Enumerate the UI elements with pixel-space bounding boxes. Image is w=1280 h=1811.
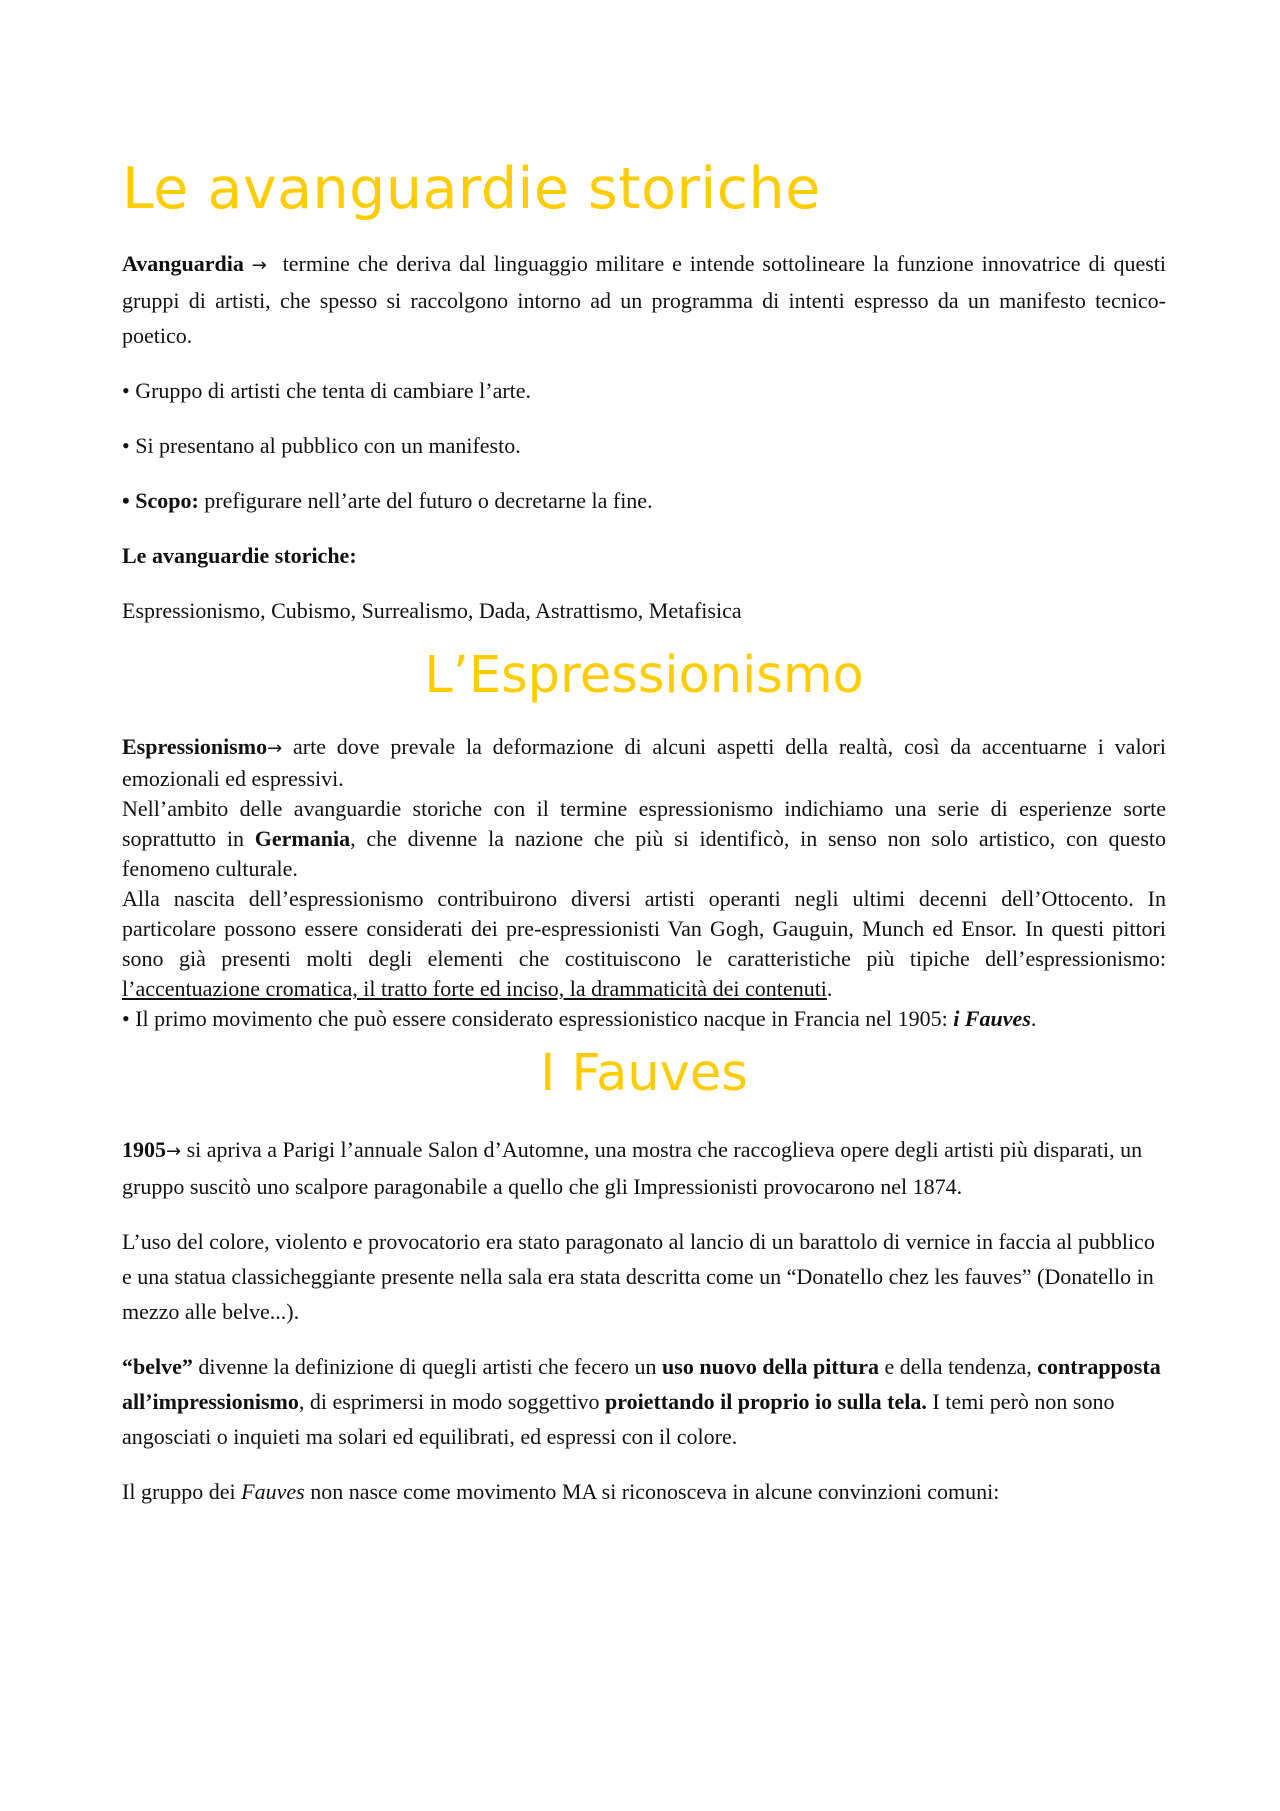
heading-fauves: I Fauves (540, 1044, 748, 1103)
term-espressionismo: Espressionismo (122, 734, 268, 759)
text-span: non nasce come movimento MA si riconosceva in alcune convinzioni comuni: (304, 1479, 1000, 1504)
fauves-paragraph-4 (122, 1474, 1166, 1509)
espressionismo-definition: arte dove prevale la deformazione di alcuni aspetti della realtà, così da accentuarne i valori emozionali ed espressivi. (122, 734, 1166, 791)
text-span: Il gruppo dei (122, 1479, 242, 1504)
text-span: • Il primo movimento che può essere considerato espressionistico nacque in Francia nel 1905: (122, 1006, 954, 1031)
text-span: Nell’ambito delle avanguardie storiche con il termine espressionismo indichiamo una serie di esperienze sorte soprattutto in (122, 796, 1166, 851)
bold-span: proiettando il proprio io sulla tela. (604, 1389, 927, 1414)
fauves-paragraph-2: L’uso del colore, violento e provocatorio era stato paragonato al lancio di un barattolo di vernice in faccia al pubblico e una statua classicheggiante presente nella sala era stata descritta come un “Donatello chez les fauves” (Donatello in mezzo alle belve...). (122, 1229, 1155, 1324)
heading-espressionismo: L’Espressionismo (424, 646, 864, 705)
intro-paragraph (122, 246, 1166, 353)
bold-span: “belve” (122, 1354, 193, 1379)
text-span: . (1030, 1006, 1037, 1031)
text-span: . (826, 976, 833, 1001)
text-span: , che divenne la nazione che più si identificò, in senso non solo artistico, con questo fenomeno culturale. (122, 826, 1166, 881)
text-span: e della tendenza, (879, 1354, 1038, 1379)
espressionismo-paragraph-2 (122, 794, 1166, 884)
underlined-characteristics: l’accentuazione cromatica, il tratto forte ed inciso, la drammaticità dei contenuti (122, 976, 827, 1001)
espressionismo-paragraph-3 (122, 884, 1166, 1004)
text-span: Alla nascita dell’espressionismo contribuirono diversi artisti operanti negli ultimi decenni dell’Ottocento. In particolare possono essere considerati dei pre-espressionisti Van Gogh, Gauguin, Munch ed Ensor. In questi pittori sono già presenti molti degli elementi che costituiscono le caratteristiche più tipiche dell’espressionismo: (122, 886, 1166, 971)
text-span: , di esprimersi in modo soggettivo (298, 1389, 605, 1414)
bold-span: contrapposta all’impressionismo (122, 1354, 1161, 1414)
bullet-1: • Gruppo di artisti che tenta di cambiare l’arte. (122, 378, 532, 403)
espressionismo-paragraph-1 (122, 732, 1166, 794)
page-title: Le avanguardie storiche (122, 156, 821, 222)
espressionismo-paragraph-4 (122, 1004, 1166, 1034)
year-1905: 1905 (122, 1137, 166, 1162)
term-avanguardia: Avanguardia (122, 251, 244, 276)
avanguardie-list: Espressionismo, Cubismo, Surrealismo, Dada, Astrattismo, Metafisica (122, 598, 742, 623)
bullet-2: • Si presentano al pubblico con un manifesto. (122, 433, 521, 458)
term-fauves: i Fauves (953, 1006, 1031, 1031)
term-germania: Germania (254, 826, 351, 851)
fauves-paragraph-3 (122, 1349, 1166, 1454)
bullet-3-label: • Scopo: (122, 488, 199, 513)
intro-definition: termine che deriva dal linguaggio militare e intende sottolineare la funzione innovatrice di questi gruppi di artisti, che spesso si raccolgono intorno ad un programma di intenti espresso da un manifesto tecnico-poetico. (122, 251, 1167, 348)
arrow-icon: → (166, 1141, 182, 1162)
text-span: I temi però non sono angosciati o inquieti ma solari ed equilibrati, ed espressi con il colore. (122, 1389, 1115, 1449)
bullet-3 (122, 483, 1166, 518)
bold-span: uso nuovo della pittura (662, 1354, 880, 1379)
italic-span: Fauves (241, 1479, 305, 1504)
bullet-3-text: prefigurare nell’arte del futuro o decretarne la fine. (198, 488, 653, 513)
list-heading: Le avanguardie storiche: (122, 543, 357, 568)
arrow-icon: → (251, 255, 267, 276)
arrow-icon: → (267, 738, 283, 759)
fauves-paragraph-1 (122, 1132, 1166, 1204)
document-page (122, 0, 1166, 1509)
text-span: si apriva a Parigi l’annuale Salon d’Automne, una mostra che raccoglieva opere degli artisti più disparati, un gruppo suscitò uno scalpore paragonabile a quello che gli Impressionisti provocarono nel 1874. (122, 1137, 1143, 1199)
text-span: divenne la definizione di quegli artisti che fecero un (192, 1354, 663, 1379)
